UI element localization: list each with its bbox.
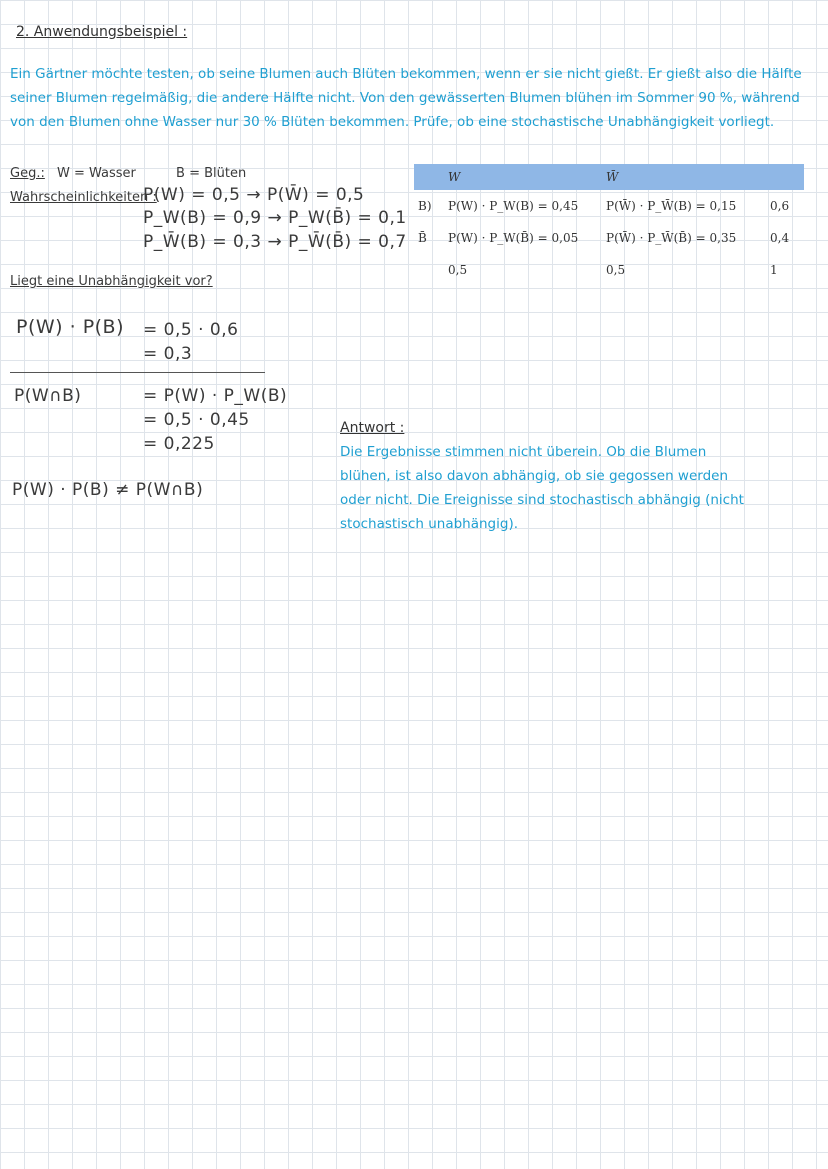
given-line-1: P(W) = 0,5 → P(W̄) = 0,5 xyxy=(143,185,365,205)
w-definition: W = Wasser xyxy=(56,166,136,181)
table-cell: P(W) · P_W(B̄) = 0,05 xyxy=(448,231,579,245)
answer-label: Antwort : xyxy=(340,420,405,436)
table-row xyxy=(414,222,804,254)
b-definition: B = Blüten xyxy=(176,166,247,181)
table-cell: 0,6 xyxy=(770,199,790,213)
table-row xyxy=(414,254,804,286)
given-line-2: P_W(B) = 0,9 → P_W(B̄) = 0,1 xyxy=(143,208,407,228)
given-line-3: P_W̄(B) = 0,3 → P_W̄(B̄) = 0,7 xyxy=(143,232,407,252)
calc-step-2c: = 0,225 xyxy=(143,434,215,454)
table-header-cell xyxy=(766,164,804,190)
answer-text: Die Ergebnisse stimmen nicht überein. Ob die Blumen blühen, ist also davon abhängig, ob sie gegossen werden oder nicht. Die Ereignisse sind stochastisch abhängig (nicht stochastisch unabhängig). xyxy=(340,444,744,532)
table-cell: 1 xyxy=(770,263,778,277)
probability-table xyxy=(414,164,804,286)
table-row xyxy=(414,190,804,222)
calc-step-1a: = 0,5 · 0,6 xyxy=(143,320,239,340)
table-cell: P(W̄) · P_W̄(B) = 0,15 xyxy=(606,199,737,213)
task-description: Ein Gärtner möchte testen, ob seine Blumen auch Blüten bekommen, wenn er sie nicht gießt. Er gießt also die Hälfte seiner Blumen regelmäßig, die andere Hälfte nicht. Von den gewässerten Blumen blühen im Sommer 90 %, während von den Blumen ohne Wasser nur 30 % Blüten bekommen. Prüfe, ob eine stochastische Unabhängigkeit vorliegt. xyxy=(10,66,802,130)
table-header-row xyxy=(414,164,804,190)
calc-step-2a: = P(W) · P_W(B) xyxy=(143,386,288,406)
calc-step-2b: = 0,5 · 0,45 xyxy=(143,410,250,430)
table-header-cell: W xyxy=(444,164,602,190)
calc-lhs-1: P(W) · P(B) xyxy=(16,316,125,338)
table-cell: P(W) · P_W(B) = 0,45 xyxy=(448,199,579,213)
calc-step-1b: = 0,3 xyxy=(143,344,193,364)
calc-lhs-2: P(W∩B) xyxy=(14,386,82,406)
table-cell: P(W̄) · P_W̄(B̄) = 0,35 xyxy=(606,231,737,245)
given-label: Geg.: xyxy=(10,166,45,181)
table-header-cell xyxy=(414,164,444,190)
question: Liegt eine Unabhängigkeit vor? xyxy=(10,274,213,289)
probabilities-label: Wahrscheinlichkeiten : xyxy=(10,190,157,205)
table-cell: B̄ xyxy=(418,231,427,245)
table-cell: 0,5 xyxy=(448,263,468,277)
table-header-cell: W̄ xyxy=(602,164,766,190)
given-block xyxy=(10,166,246,181)
section-heading: 2. Anwendungsbeispiel : xyxy=(16,24,188,40)
table-cell: 0,5 xyxy=(606,263,626,277)
calc-conclusion: P(W) · P(B) ≠ P(W∩B) xyxy=(12,480,204,500)
table-cell: 0,4 xyxy=(770,231,790,245)
table-cell: B) xyxy=(418,199,432,213)
divider-line xyxy=(10,372,265,373)
table-cell xyxy=(414,254,444,286)
